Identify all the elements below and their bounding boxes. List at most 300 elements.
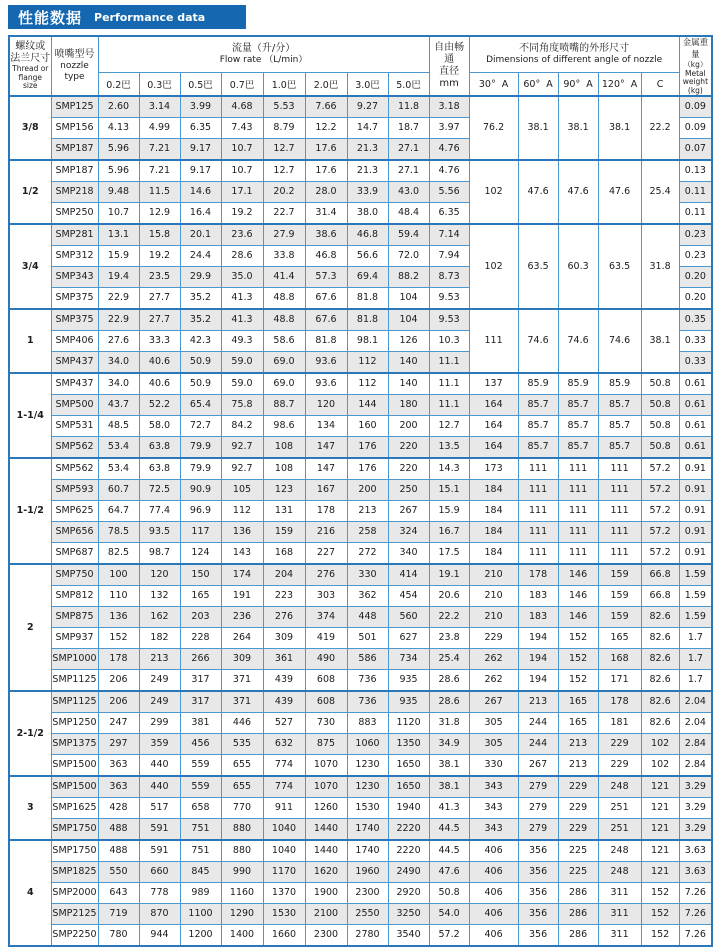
flow-rate-cell: 78.5 <box>98 522 139 543</box>
metal-weight-cell: 0.09 <box>679 96 712 118</box>
flow-header-cn: 流量（升/分） <box>231 43 296 55</box>
flow-rate-cell: 131 <box>263 501 305 522</box>
flow-rate-cell: 3250 <box>388 904 429 925</box>
flow-rate-cell: 371 <box>221 691 263 713</box>
dimension-cell: 38.1 <box>598 96 641 160</box>
flow-rate-cell: 160 <box>347 416 388 437</box>
flow-rate-cell: 10.7 <box>98 203 139 225</box>
flow-rate-cell: 69.0 <box>263 373 305 395</box>
flow-rate-cell: 249 <box>139 691 180 713</box>
metal-weight-cell: 3.29 <box>679 819 712 841</box>
flow-rate-cell: 81.8 <box>347 309 388 331</box>
thread-header-en-line1: Thread or <box>12 64 49 74</box>
flow-rate-cell: 204 <box>263 564 305 586</box>
flow-rate-cell: 12.7 <box>263 139 305 161</box>
flow-rate-cell: 11.8 <box>388 96 429 118</box>
dimension-cell: 251 <box>598 819 641 841</box>
metal-weight-cell: 0.61 <box>679 373 712 395</box>
col-header-dimensions <box>469 36 679 73</box>
flow-rate-cell: 117 <box>180 522 221 543</box>
dimension-cell: 102 <box>469 160 518 224</box>
dimension-cell: 31.8 <box>641 224 679 309</box>
flow-rate-cell: 12.2 <box>305 118 347 139</box>
flow-rate-cell: 324 <box>388 522 429 543</box>
flow-rate-cell: 191 <box>221 586 263 607</box>
flow-rate-cell: 363 <box>98 755 139 777</box>
free-diameter-cell: 38.1 <box>429 755 469 777</box>
flow-rate-cell: 165 <box>180 586 221 607</box>
metal-weight-cell: 3.29 <box>679 776 712 798</box>
dimension-cell: 229 <box>598 755 641 777</box>
metal-weight-cell: 2.04 <box>679 713 712 734</box>
dimension-cell: 159 <box>598 564 641 586</box>
col-header-free-diameter <box>429 36 469 96</box>
flow-rate-cell: 8.79 <box>263 118 305 139</box>
flow-rate-cell: 774 <box>263 755 305 777</box>
nozzle-model-cell: SMP156 <box>51 118 98 139</box>
flow-rate-cell: 53.4 <box>98 437 139 459</box>
metal-weight-cell: 2.04 <box>679 691 712 713</box>
metal-weight-cell: 0.33 <box>679 352 712 374</box>
dimension-cell: 406 <box>469 925 518 947</box>
flow-rate-cell: 2100 <box>305 904 347 925</box>
flow-rate-cell: 206 <box>98 670 139 692</box>
nozzle-header-cn: 喷嘴型号 <box>54 49 95 60</box>
flow-rate-cell: 535 <box>221 734 263 755</box>
flow-rate-cell: 75.8 <box>221 395 263 416</box>
flow-rate-cell: 845 <box>180 862 221 883</box>
dimension-cell: 286 <box>558 904 598 925</box>
col-header-thread-size <box>9 36 51 96</box>
flow-rate-cell: 734 <box>388 649 429 670</box>
section-title-bar <box>8 5 246 29</box>
flow-rate-cell: 4.68 <box>221 96 263 118</box>
metal-weight-cell: 0.61 <box>679 437 712 459</box>
nozzle-model-cell: SMP281 <box>51 224 98 246</box>
pressure-column-header: 1.0巴 <box>263 73 305 96</box>
table-row <box>9 862 712 883</box>
metal-weight-cell: 0.35 <box>679 309 712 331</box>
table-row <box>9 395 712 416</box>
dimension-cell: 248 <box>598 840 641 862</box>
dimension-cell: 279 <box>518 819 558 841</box>
flow-rate-cell: 72.7 <box>180 416 221 437</box>
dimension-cell: 184 <box>469 522 518 543</box>
dimension-cell: 47.6 <box>558 160 598 224</box>
flow-rate-cell: 59.0 <box>221 373 263 395</box>
flow-rate-cell: 1040 <box>263 840 305 862</box>
flow-rate-cell: 11.5 <box>139 182 180 203</box>
flow-rate-cell: 1230 <box>347 755 388 777</box>
flow-rate-cell: 1370 <box>263 883 305 904</box>
flow-rate-cell: 136 <box>98 607 139 628</box>
flow-rate-cell: 9.17 <box>180 160 221 182</box>
flow-rate-cell: 655 <box>221 755 263 777</box>
flow-rate-cell: 944 <box>139 925 180 947</box>
flow-rate-cell: 439 <box>263 670 305 692</box>
metal-weight-cell: 7.26 <box>679 904 712 925</box>
flow-rate-cell: 770 <box>221 798 263 819</box>
flow-rate-cell: 591 <box>139 819 180 841</box>
dimension-cell: 229 <box>469 628 518 649</box>
flow-rate-cell: 303 <box>305 586 347 607</box>
flow-rate-cell: 517 <box>139 798 180 819</box>
flow-rate-cell: 456 <box>180 734 221 755</box>
flow-rate-cell: 488 <box>98 840 139 862</box>
dimension-cell: 74.6 <box>598 309 641 373</box>
flow-rate-cell: 272 <box>347 543 388 565</box>
flow-rate-cell: 48.8 <box>263 288 305 310</box>
flow-rate-cell: 1070 <box>305 755 347 777</box>
dimension-cell: 111 <box>558 458 598 480</box>
free-diameter-cell: 44.5 <box>429 840 469 862</box>
dimension-cell: 181 <box>598 713 641 734</box>
flow-rate-cell: 1530 <box>263 904 305 925</box>
dimension-cell: 159 <box>598 586 641 607</box>
dimension-cell: 111 <box>558 480 598 501</box>
free-diameter-cell: 22.2 <box>429 607 469 628</box>
flow-rate-cell: 1070 <box>305 776 347 798</box>
dimension-cell: 47.6 <box>518 160 558 224</box>
dimension-cell: 38.1 <box>641 309 679 373</box>
flow-rate-cell: 69.0 <box>263 352 305 374</box>
dimension-cell: 85.7 <box>518 395 558 416</box>
pressure-column-header: 3.0巴 <box>347 73 388 96</box>
metal-weight-cell: 0.91 <box>679 543 712 565</box>
weight-header-en-line1: Metal <box>685 68 706 78</box>
nozzle-model-cell: SMP1125 <box>51 691 98 713</box>
dimension-cell: 25.4 <box>641 160 679 224</box>
flow-rate-cell: 28.6 <box>221 246 263 267</box>
flow-rate-cell: 53.4 <box>98 458 139 480</box>
nozzle-model-cell: SMP1500 <box>51 776 98 798</box>
flow-rate-cell: 48.4 <box>388 203 429 225</box>
flow-rate-cell: 250 <box>388 480 429 501</box>
flow-rate-cell: 448 <box>347 607 388 628</box>
flow-rate-cell: 112 <box>347 352 388 374</box>
flow-rate-cell: 27.1 <box>388 139 429 161</box>
nozzle-model-cell: SMP531 <box>51 416 98 437</box>
flow-rate-cell: 27.6 <box>98 331 139 352</box>
flow-rate-cell: 147 <box>305 458 347 480</box>
nozzle-model-cell: SMP687 <box>51 543 98 565</box>
flow-rate-cell: 104 <box>388 309 429 331</box>
flow-rate-cell: 120 <box>139 564 180 586</box>
metal-weight-cell: 2.84 <box>679 734 712 755</box>
flow-rate-cell: 112 <box>347 373 388 395</box>
dimension-cell: 57.2 <box>641 522 679 543</box>
flow-rate-cell: 81.8 <box>305 331 347 352</box>
flow-rate-cell: 2220 <box>388 840 429 862</box>
flow-rate-cell: 19.2 <box>139 246 180 267</box>
dimension-cell: 262 <box>469 670 518 692</box>
flow-rate-cell: 168 <box>263 543 305 565</box>
flow-rate-cell: 5.96 <box>98 139 139 161</box>
metal-weight-cell: 0.23 <box>679 224 712 246</box>
dimension-cell: 82.6 <box>641 607 679 628</box>
flow-rate-cell: 875 <box>305 734 347 755</box>
dimension-cell: 152 <box>558 649 598 670</box>
flow-rate-cell: 110 <box>98 586 139 607</box>
metal-weight-cell: 0.33 <box>679 331 712 352</box>
dimension-cell: 244 <box>518 734 558 755</box>
flow-rate-cell: 2220 <box>388 819 429 841</box>
flow-rate-cell: 1940 <box>388 798 429 819</box>
dimension-cell: 173 <box>469 458 518 480</box>
flow-rate-cell: 69.4 <box>347 267 388 288</box>
flow-rate-cell: 19.2 <box>221 203 263 225</box>
dimension-cell: 146 <box>558 564 598 586</box>
nozzle-model-cell: SMP437 <box>51 373 98 395</box>
flow-rate-cell: 90.9 <box>180 480 221 501</box>
dimension-cell: 184 <box>469 480 518 501</box>
flow-rate-cell: 1530 <box>347 798 388 819</box>
dimension-cell: 194 <box>518 628 558 649</box>
free-diameter-cell: 3.18 <box>429 96 469 118</box>
flow-rate-cell: 2.60 <box>98 96 139 118</box>
metal-weight-cell: 0.20 <box>679 267 712 288</box>
metal-weight-cell: 0.91 <box>679 480 712 501</box>
dimension-cell: 178 <box>518 564 558 586</box>
flow-rate-cell: 258 <box>347 522 388 543</box>
flow-rate-cell: 108 <box>263 458 305 480</box>
flow-rate-cell: 23.6 <box>221 224 263 246</box>
free-diameter-cell: 6.35 <box>429 203 469 225</box>
dimension-cell: 229 <box>558 798 598 819</box>
angle-column-header: 30° A <box>469 73 518 96</box>
flow-rate-cell: 330 <box>347 564 388 586</box>
dimension-cell: 406 <box>469 883 518 904</box>
flow-rate-cell: 200 <box>347 480 388 501</box>
dimension-cell: 50.8 <box>641 416 679 437</box>
dimension-cell: 152 <box>558 628 598 649</box>
metal-weight-cell: 1.59 <box>679 607 712 628</box>
flow-rate-cell: 1230 <box>347 776 388 798</box>
flow-rate-cell: 7.21 <box>139 160 180 182</box>
dimension-cell: 251 <box>598 798 641 819</box>
dimension-cell: 85.7 <box>558 416 598 437</box>
dimension-cell: 111 <box>598 480 641 501</box>
flow-rate-cell: 736 <box>347 670 388 692</box>
flow-rate-cell: 64.7 <box>98 501 139 522</box>
table-row <box>9 670 712 692</box>
free-diameter-cell: 9.53 <box>429 288 469 310</box>
flow-rate-cell: 63.8 <box>139 437 180 459</box>
dimension-cell: 111 <box>518 480 558 501</box>
nozzle-model-cell: SMP750 <box>51 564 98 586</box>
flow-rate-cell: 2300 <box>347 883 388 904</box>
flow-rate-cell: 560 <box>388 607 429 628</box>
nozzle-model-cell: SMP500 <box>51 395 98 416</box>
angle-column-header: 120° A <box>598 73 641 96</box>
flow-rate-cell: 34.0 <box>98 373 139 395</box>
flow-rate-cell: 28.0 <box>305 182 347 203</box>
table-row <box>9 713 712 734</box>
dimension-cell: 57.2 <box>641 458 679 480</box>
flow-rate-cell: 446 <box>221 713 263 734</box>
free-diameter-cell: 8.73 <box>429 267 469 288</box>
nozzle-model-cell: SMP562 <box>51 437 98 459</box>
flow-rate-cell: 12.7 <box>263 160 305 182</box>
flow-rate-cell: 167 <box>305 480 347 501</box>
dimension-cell: 111 <box>598 543 641 565</box>
flow-rate-cell: 7.43 <box>221 118 263 139</box>
dimension-cell: 63.5 <box>598 224 641 309</box>
flow-rate-cell: 780 <box>98 925 139 947</box>
metal-weight-cell: 0.23 <box>679 246 712 267</box>
dimension-cell: 137 <box>469 373 518 395</box>
flow-rate-cell: 608 <box>305 670 347 692</box>
flow-rate-cell: 178 <box>305 501 347 522</box>
flow-rate-cell: 774 <box>263 776 305 798</box>
nozzle-model-cell: SMP312 <box>51 246 98 267</box>
flow-rate-cell: 33.3 <box>139 331 180 352</box>
dimension-cell: 343 <box>469 819 518 841</box>
free-diameter-cell: 10.3 <box>429 331 469 352</box>
flow-rate-cell: 88.7 <box>263 395 305 416</box>
nozzle-model-cell: SMP1375 <box>51 734 98 755</box>
nozzle-model-cell: SMP125 <box>51 96 98 118</box>
nozzle-model-cell: SMP625 <box>51 501 98 522</box>
flow-rate-cell: 220 <box>388 458 429 480</box>
dimension-cell: 229 <box>598 734 641 755</box>
dimension-cell: 85.7 <box>558 395 598 416</box>
dimension-cell: 121 <box>641 776 679 798</box>
flow-rate-cell: 120 <box>305 395 347 416</box>
flow-rate-cell: 559 <box>180 755 221 777</box>
flow-rate-cell: 608 <box>305 691 347 713</box>
thread-header-en-line2: flange <box>18 72 42 82</box>
flow-rate-cell: 147 <box>305 437 347 459</box>
flow-rate-cell: 1100 <box>180 904 221 925</box>
flow-rate-cell: 41.3 <box>221 288 263 310</box>
table-row <box>9 96 712 118</box>
metal-weight-cell: 0.11 <box>679 203 712 225</box>
free-diameter-cell: 20.6 <box>429 586 469 607</box>
thread-size-cell: 1 <box>9 309 51 373</box>
free-diameter-cell: 41.3 <box>429 798 469 819</box>
flow-rate-cell: 13.1 <box>98 224 139 246</box>
weight-header-cn: 金属重量 <box>682 38 709 60</box>
table-row <box>9 543 712 565</box>
flow-rate-cell: 2780 <box>347 925 388 947</box>
flow-rate-cell: 213 <box>347 501 388 522</box>
dimension-cell: 50.8 <box>641 373 679 395</box>
flow-rate-cell: 643 <box>98 883 139 904</box>
dimension-cell: 305 <box>469 713 518 734</box>
nozzle-model-cell: SMP1625 <box>51 798 98 819</box>
free-diameter-cell: 9.53 <box>429 309 469 331</box>
flow-rate-cell: 264 <box>221 628 263 649</box>
table-row <box>9 925 712 947</box>
flow-rate-cell: 4.99 <box>139 118 180 139</box>
flow-rate-cell: 33.9 <box>347 182 388 203</box>
flow-rate-cell: 440 <box>139 755 180 777</box>
free-diameter-cell: 34.9 <box>429 734 469 755</box>
dimension-cell: 330 <box>469 755 518 777</box>
flow-rate-cell: 12.9 <box>139 203 180 225</box>
flow-header-en: Flow rate （L/min） <box>219 55 308 66</box>
flow-rate-cell: 1060 <box>347 734 388 755</box>
flow-rate-cell: 778 <box>139 883 180 904</box>
flow-rate-cell: 10.7 <box>221 160 263 182</box>
dimension-cell: 356 <box>518 925 558 947</box>
flow-rate-cell: 419 <box>305 628 347 649</box>
table-row <box>9 160 712 182</box>
metal-weight-cell: 0.07 <box>679 139 712 161</box>
flow-rate-cell: 227 <box>305 543 347 565</box>
dimension-cell: 85.9 <box>518 373 558 395</box>
performance-data-table <box>8 35 713 947</box>
flow-rate-cell: 883 <box>347 713 388 734</box>
flow-rate-cell: 57.3 <box>305 267 347 288</box>
dimension-cell: 152 <box>641 925 679 947</box>
flow-rate-cell: 440 <box>139 776 180 798</box>
angle-column-header: 90° A <box>558 73 598 96</box>
dimension-cell: 66.8 <box>641 586 679 607</box>
metal-weight-cell: 0.11 <box>679 182 712 203</box>
dimension-cell: 279 <box>518 776 558 798</box>
dimension-cell: 184 <box>469 501 518 522</box>
table-row <box>9 776 712 798</box>
flow-rate-cell: 22.9 <box>98 288 139 310</box>
free-diameter-cell: 15.1 <box>429 480 469 501</box>
flow-rate-cell: 371 <box>221 670 263 692</box>
dimension-cell: 210 <box>469 564 518 586</box>
flow-rate-cell: 27.7 <box>139 309 180 331</box>
flow-rate-cell: 1160 <box>221 883 263 904</box>
flow-rate-cell: 340 <box>388 543 429 565</box>
flow-rate-cell: 100 <box>98 564 139 586</box>
dimension-cell: 311 <box>598 904 641 925</box>
nozzle-model-cell: SMP656 <box>51 522 98 543</box>
dimension-cell: 146 <box>558 586 598 607</box>
dimension-cell: 74.6 <box>518 309 558 373</box>
flow-rate-cell: 96.9 <box>180 501 221 522</box>
pressure-column-header: 0.5巴 <box>180 73 221 96</box>
table-row <box>9 586 712 607</box>
flow-rate-cell: 1740 <box>347 840 388 862</box>
flow-rate-cell: 559 <box>180 776 221 798</box>
flow-rate-cell: 52.2 <box>139 395 180 416</box>
free-diameter-cell: 57.2 <box>429 925 469 947</box>
flow-rate-cell: 144 <box>347 395 388 416</box>
nozzle-model-cell: SMP218 <box>51 182 98 203</box>
flow-rate-cell: 9.27 <box>347 96 388 118</box>
dimension-cell: 102 <box>641 734 679 755</box>
flow-rate-cell: 60.7 <box>98 480 139 501</box>
flow-rate-cell: 439 <box>263 691 305 713</box>
flow-rate-cell: 490 <box>305 649 347 670</box>
dimension-cell: 121 <box>641 840 679 862</box>
dimension-cell: 38.1 <box>518 96 558 160</box>
dimension-cell: 311 <box>598 925 641 947</box>
dimension-cell: 248 <box>598 776 641 798</box>
col-header-flow-rate <box>98 36 429 73</box>
flow-rate-cell: 200 <box>388 416 429 437</box>
flow-rate-cell: 1440 <box>305 819 347 841</box>
thread-size-cell: 2-1/2 <box>9 691 51 776</box>
nozzle-model-cell: SMP1750 <box>51 819 98 841</box>
dimension-cell: 82.6 <box>641 628 679 649</box>
table-row <box>9 755 712 777</box>
free-diameter-cell: 31.8 <box>429 713 469 734</box>
flow-rate-cell: 911 <box>263 798 305 819</box>
metal-weight-cell: 0.61 <box>679 395 712 416</box>
dimension-cell: 406 <box>469 862 518 883</box>
section-title-en: Performance data <box>94 10 206 24</box>
nozzle-header-en-line2: type <box>64 72 85 82</box>
